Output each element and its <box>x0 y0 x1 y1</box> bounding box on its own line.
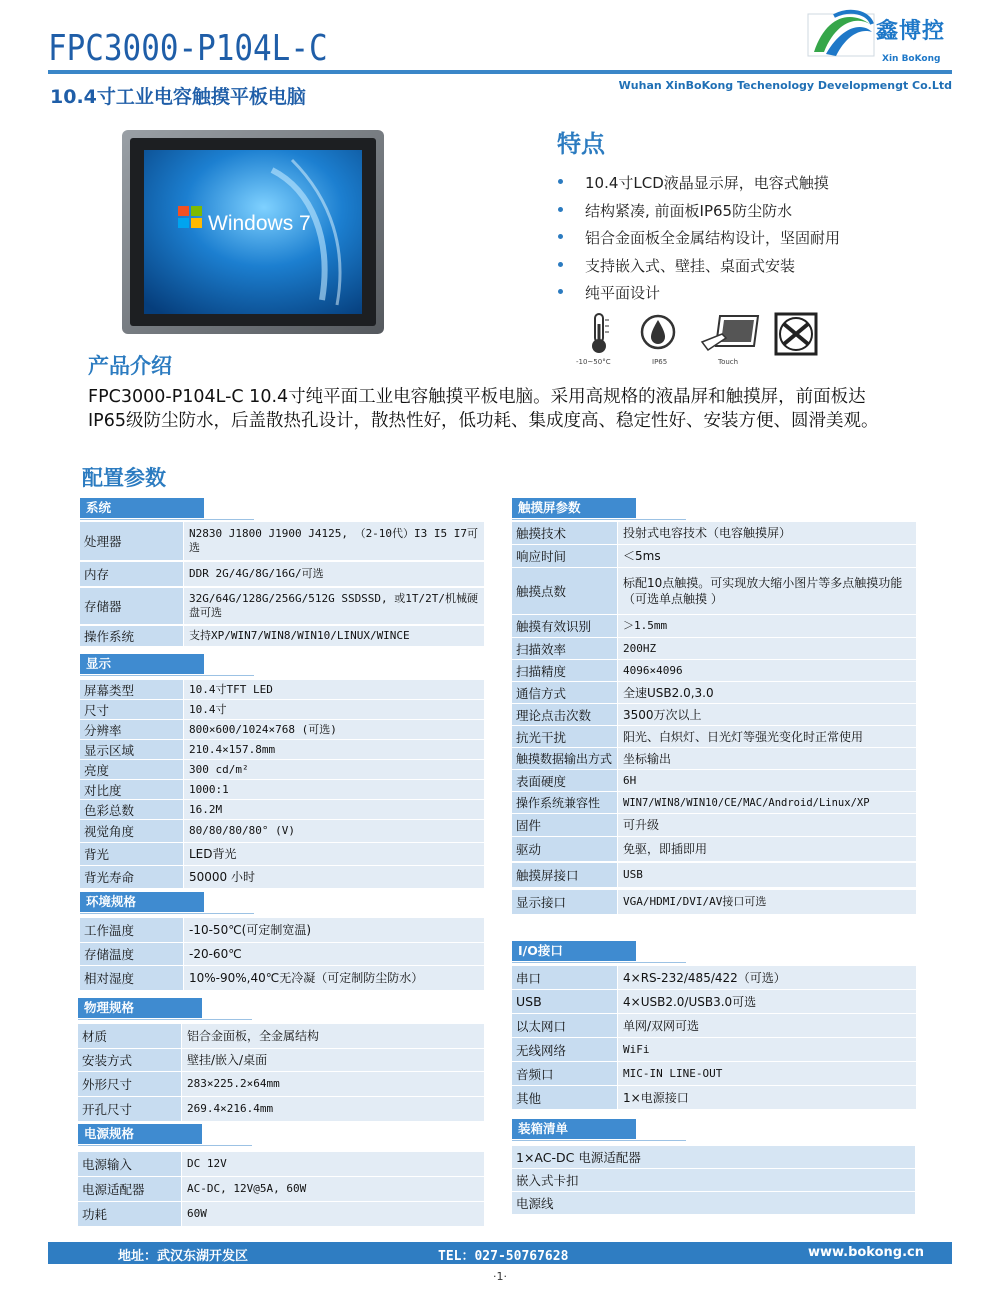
table-row: 触摸有效识别 ＞1.5mm <box>512 615 916 637</box>
logo-cn-text: 鑫博控 <box>876 19 946 44</box>
waterproof-icon <box>640 312 676 356</box>
table-row: 安装方式 壁挂/嵌入/桌面 <box>78 1049 484 1071</box>
section-environment-header: 环境规格 <box>80 892 204 912</box>
section-touch-header: 触摸屏参数 <box>512 498 636 518</box>
section-display-header: 显示 <box>80 654 204 674</box>
feature-icons <box>576 312 820 368</box>
bullet-icon <box>558 179 563 184</box>
bullet-icon <box>558 289 563 294</box>
table-row: 扫描效率 200HZ <box>512 638 916 659</box>
table-row: 通信方式 全速USB2.0,3.0 <box>512 682 916 703</box>
logo-en-text: Xin BoKong <box>882 54 941 64</box>
table-row: 串口 4×RS-232/485/422（可选） <box>512 966 916 989</box>
table-row: 工作温度 -10-50℃(可定制宽温) <box>80 918 484 942</box>
header-rule <box>48 70 952 74</box>
company-name-en: Wuhan XinBoKong Techenology Developmengt Co.Ltd <box>618 79 952 92</box>
table-row: 固件 可升级 <box>512 814 916 836</box>
section-power-header: 电源规格 <box>78 1124 202 1144</box>
table-row: 色彩总数 16.2M <box>80 800 484 819</box>
feature-item: 支持嵌入式、壁挂、桌面式安装 <box>558 253 840 281</box>
table-row: 电源适配器 AC-DC, 12V@5A, 60W <box>78 1177 484 1201</box>
section-io-header: I/O接口 <box>512 941 636 961</box>
section-system-header: 系统 <box>80 498 204 518</box>
feature-item: 铝合金面板全金属结构设计，坚固耐用 <box>558 225 840 253</box>
table-row: 背光寿命 50000 小时 <box>80 866 484 888</box>
footer-bar <box>48 1242 952 1264</box>
table-row: 其他 1×电源接口 <box>512 1086 916 1109</box>
table-row: 以太网口 单网/双网可选 <box>512 1014 916 1037</box>
table-row: 外形尺寸 283×225.2×64mm <box>78 1072 484 1096</box>
features-title: 特点 <box>557 130 605 158</box>
table-row: 亮度 300 cd/m² <box>80 760 484 779</box>
table-row: 扫描精度 4096×4096 <box>512 660 916 681</box>
table-row: 1×AC-DC 电源适配器 <box>512 1146 916 1168</box>
bullet-icon <box>558 234 563 239</box>
table-row: 驱动 免驱，即插即用 <box>512 837 916 861</box>
page-number: ·1· <box>493 1270 507 1283</box>
table-row: 内存 DDR 2G/4G/8G/16G/可选 <box>80 562 484 586</box>
table-row: 处理器 N2830 J1800 J1900 J4125, （2-10代）I3 I5 I7可选 <box>80 522 484 560</box>
table-row: 视觉角度 80/80/80/80° (V) <box>80 820 484 842</box>
table-row: 音频口 MIC-IN LINE-OUT <box>512 1062 916 1085</box>
bullet-icon <box>558 207 563 212</box>
table-row: 操作系统兼容性 WIN7/WIN8/WIN10/CE/MAC/Android/Linux/XP <box>512 792 916 813</box>
features-list <box>558 170 840 308</box>
intro-text: FPC3000-P104L-C 10.4寸纯平面工业电容触摸平板电脑。采用高规格的液晶屏和触摸屏，前面板达IP65级防尘防水，后盖散热孔设计，散热性好，低功耗、集成度高、稳定性好、安装方便、圆滑美观。 <box>88 387 879 431</box>
table-row: 表面硬度 6H <box>512 770 916 791</box>
table-row: 对比度 1000:1 <box>80 780 484 799</box>
footer-web: www.bokong.cn <box>807 1245 924 1260</box>
table-row: 理论点击次数 3500万次以上 <box>512 704 916 725</box>
section-physical-header: 物理规格 <box>78 998 202 1018</box>
thermometer-icon <box>584 312 614 356</box>
table-row: 屏幕类型 10.4寸TFT LED <box>80 680 484 699</box>
footer-address: 地址：武汉东湖开发区 <box>118 1249 249 1264</box>
table-row: 背光 LED背光 <box>80 843 484 865</box>
touch-label: Touch <box>718 358 739 366</box>
table-row: 抗光干扰 阳光、白炽灯、日光灯等强光变化时正常使用 <box>512 726 916 747</box>
table-row: USB 4×USB2.0/USB3.0可选 <box>512 990 916 1013</box>
fan-icon <box>774 312 818 356</box>
table-row: 材质 铝合金面板，全金属结构 <box>78 1024 484 1048</box>
table-row: 操作系统 支持XP/WIN7/WIN8/WIN10/LINUX/WINCE <box>80 626 484 646</box>
product-photo <box>122 130 384 334</box>
table-row: 触摸技术 投射式电容技术（电容触摸屏） <box>512 522 916 544</box>
ip65-label: IP65 <box>652 358 668 366</box>
table-row: 触摸屏接口 USB <box>512 863 916 887</box>
model-title: FPC3000-P104L-C <box>48 28 328 69</box>
table-row: 触摸点数 标配10点触摸。可实现放大缩小图片等多点触摸功能（可选单点触摸 ） <box>512 568 916 614</box>
table-row: 相对湿度 10%-90%,40℃无冷凝（可定制防尘防水） <box>80 966 484 990</box>
table-row: 开孔尺寸 269.4×216.4mm <box>78 1097 484 1121</box>
section-packing-header: 装箱清单 <box>512 1119 636 1139</box>
table-row: 触摸数据输出方式 坐标输出 <box>512 748 916 769</box>
table-row: 无线网络 WiFi <box>512 1038 916 1061</box>
bullet-icon <box>558 262 563 267</box>
table-row: 显示区域 210.4×157.8mm <box>80 740 484 759</box>
table-row: 电源输入 DC 12V <box>78 1152 484 1176</box>
footer-tel: TEL：027-50767628 <box>438 1249 569 1264</box>
feature-item: 10.4寸LCD液晶显示屏，电容式触摸 <box>558 170 840 198</box>
table-row: 响应时间 ＜5ms <box>512 545 916 567</box>
screen-text: Windows 7 <box>208 212 311 235</box>
product-subtitle: 10.4寸工业电容触摸平板电脑 <box>50 86 306 108</box>
touch-icon <box>700 312 762 356</box>
spec-title: 配置参数 <box>82 466 166 490</box>
table-row: 电源线 <box>512 1192 916 1214</box>
intro-title: 产品介绍 <box>88 354 172 378</box>
table-row: 分辨率 800×600/1024×768 (可选) <box>80 720 484 739</box>
table-row: 显示接口 VGA/HDMI/DVI/AV接口可选 <box>512 890 916 914</box>
feature-item: 结构紧凑, 前面板IP65防尘防水 <box>558 198 840 226</box>
table-row: 存储器 32G/64G/128G/256G/512G SSDSSD, 或1T/2T/机械硬盘可选 <box>80 588 484 624</box>
table-row: 存储温度 -20-60℃ <box>80 943 484 965</box>
table-row: 嵌入式卡扣 <box>512 1169 916 1191</box>
table-row: 功耗 60W <box>78 1202 484 1226</box>
table-row: 尺寸 10.4寸 <box>80 700 484 719</box>
thermometer-label: -10~50°C <box>576 358 611 366</box>
feature-item: 纯平面设计 <box>558 280 840 308</box>
